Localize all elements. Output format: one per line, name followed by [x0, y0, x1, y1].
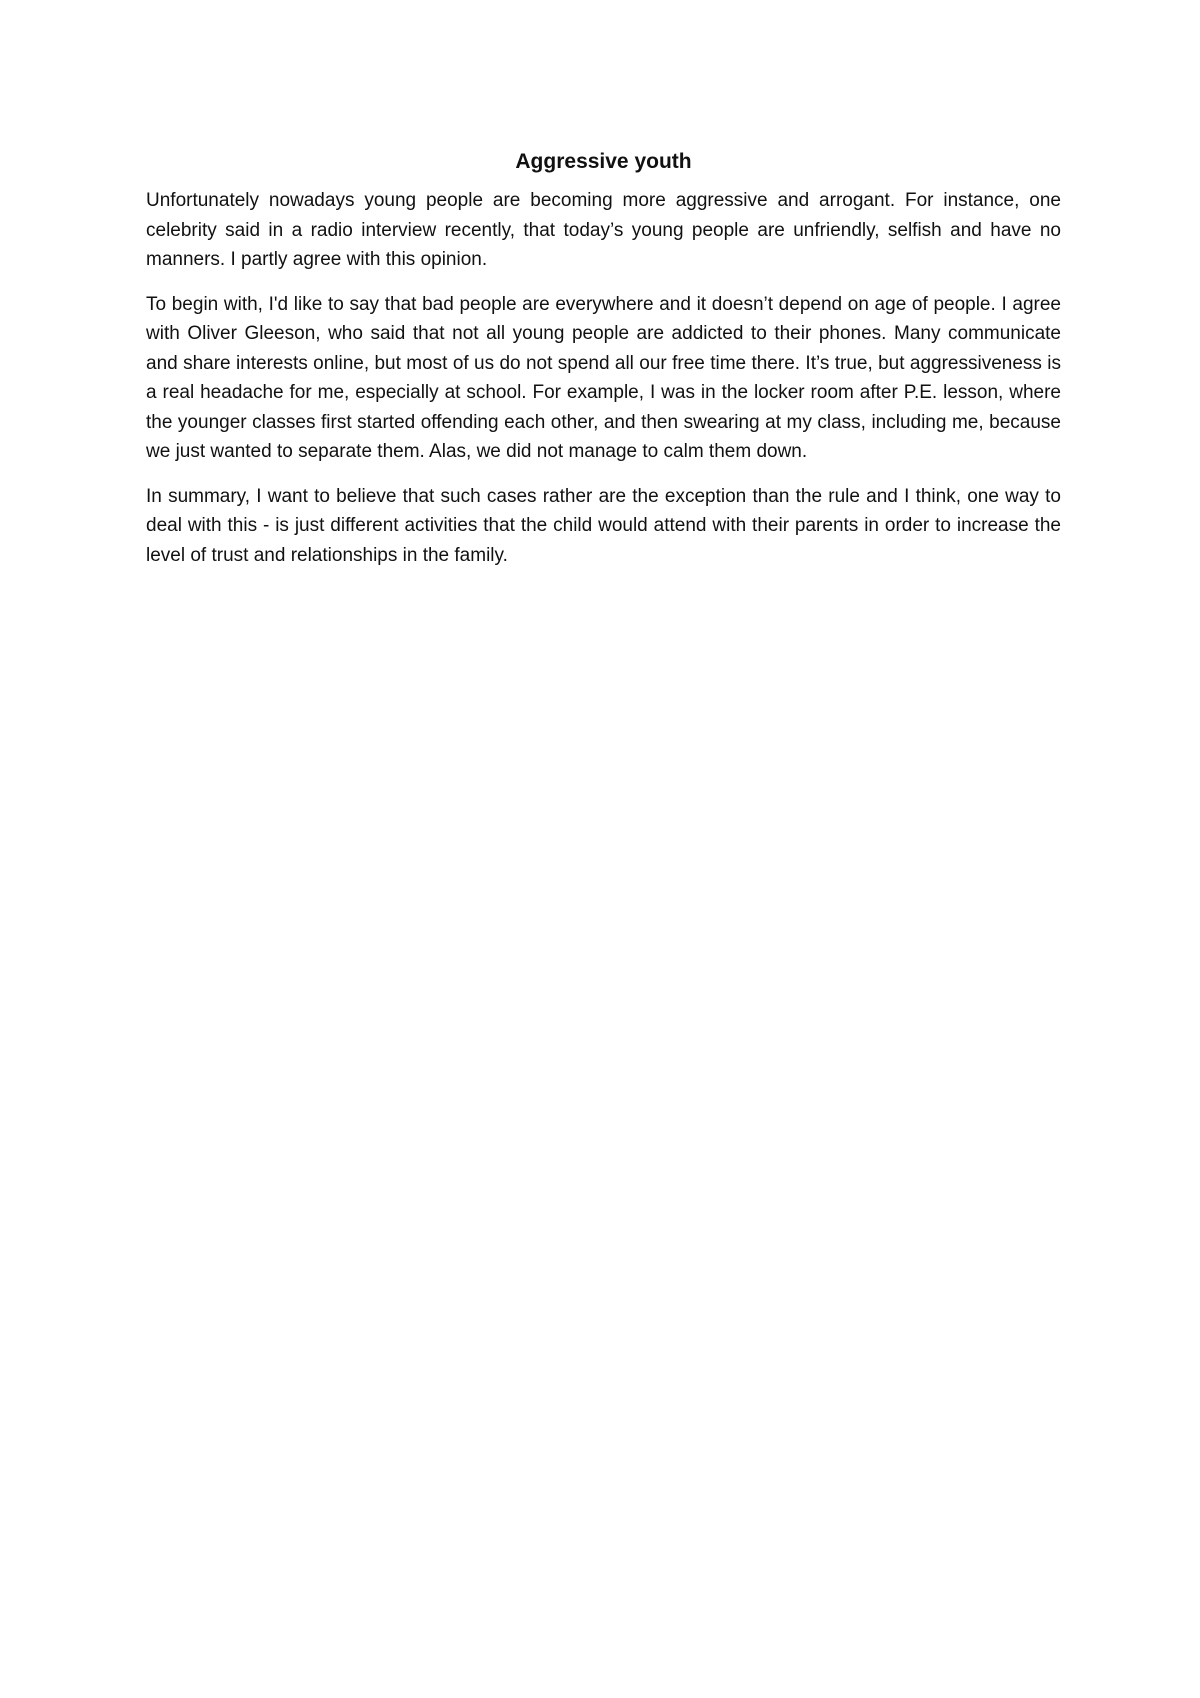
paragraph-conclusion: In summary, I want to believe that such cases rather are the exception than the rule and I think, one way to deal with this - is just different activities that the child would attend with their parents in order to increase the level of trust and relationships in the family.: [146, 485, 1061, 566]
document-body: [146, 147, 1061, 585]
paragraph-introduction: Unfortunately nowadays young people are becoming more aggressive and arrogant. For instance, one celebrity said in a radio interview recently, that today’s young people are unfriendly, selfish and have no manners. I partly agree with this opinion.: [146, 190, 1061, 270]
document-title: Aggressive youth: [515, 150, 692, 173]
paragraph-main-body: To begin with, I'd like to say that bad people are everywhere and it doesn’t depend on age of people. I agree with Oliver Gleeson, who said that not all young people are addicted to their phones. Many communicate and share interests online, but most of us do not spend all our free time there. It’s true, but aggressiveness is a real headache for me, especially at school. For example, I was in the locker room after P.E. lesson, where the younger classes first started offending each other, and then swearing at my class, including me, because we just wanted to separate them. Alas, we did not manage to calm them down.: [146, 293, 1061, 462]
